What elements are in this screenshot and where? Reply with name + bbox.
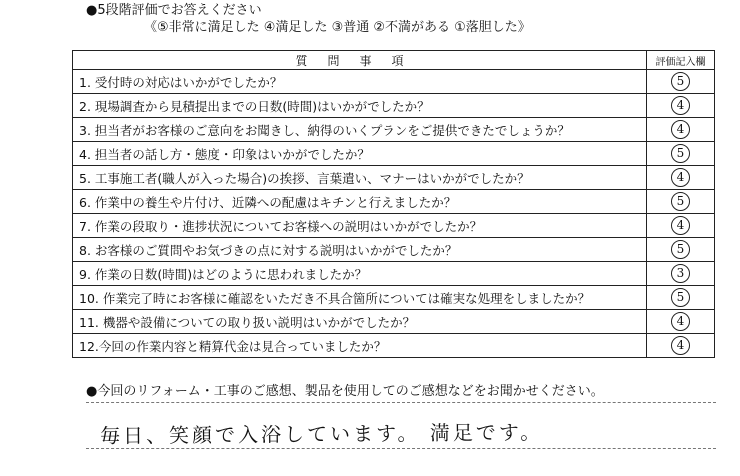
question-text: 4. 担当者の話し方・態度・印象はいかがでしたか？ xyxy=(73,142,647,166)
circled-rating: 4 xyxy=(671,312,690,331)
rating-scale-legend: 《⑤非常に満足した ④満足した ③普通 ②不満がある ①落胆した》 xyxy=(144,20,531,35)
circled-rating: 5 xyxy=(671,288,690,307)
circled-rating: 5 xyxy=(671,240,690,259)
table-row xyxy=(73,238,715,262)
question-text: 10. 作業完了時にお客様に確認をいただき不具合箇所については確実な処理をしましたか？ xyxy=(73,286,647,310)
table-row xyxy=(73,286,715,310)
table-row xyxy=(73,214,715,238)
answer-cell xyxy=(647,262,715,286)
question-text: 2. 現場調査から見積提出までの日数(時間)はいかがでしたか？ xyxy=(73,94,647,118)
handwritten-comment: 毎日、笑顔で入浴しています。 満足です。 xyxy=(99,420,544,448)
answer-cell xyxy=(647,286,715,310)
table-row xyxy=(73,262,715,286)
circled-rating: 5 xyxy=(671,192,690,211)
circled-rating: 4 xyxy=(671,120,690,139)
answer-cell xyxy=(647,94,715,118)
question-text: 8. お客様のご質問やお気づきの点に対する説明はいかがでしたか？ xyxy=(73,238,647,262)
question-column-header: 質問事項 xyxy=(73,51,647,70)
survey-table xyxy=(72,50,715,358)
question-text: 12.今回の作業内容と精算代金は見合っていましたか？ xyxy=(73,334,647,358)
question-text: 6. 作業中の養生や片付け、近隣への配慮はキチンと行えましたか？ xyxy=(73,190,647,214)
answer-cell xyxy=(647,310,715,334)
answer-cell xyxy=(647,214,715,238)
table-row xyxy=(73,142,715,166)
question-text: 9. 作業の日数(時間)はどのように思われましたか？ xyxy=(73,262,647,286)
table-row xyxy=(73,310,715,334)
comment-line-divider xyxy=(86,402,716,403)
instructions-title: ●5段階評価でお答えください xyxy=(86,3,262,18)
answer-cell xyxy=(647,238,715,262)
table-row xyxy=(73,334,715,358)
comments-prompt: ●今回のリフォーム・工事のご感想、製品を使用してのご感想などをお聞かせください。 xyxy=(86,384,604,399)
answer-cell xyxy=(647,70,715,94)
answer-cell xyxy=(647,190,715,214)
table-row xyxy=(73,118,715,142)
table-row xyxy=(73,190,715,214)
circled-rating: 5 xyxy=(671,144,690,163)
question-text: 7. 作業の段取り・進捗状況についてお客様への説明はいかがでしたか？ xyxy=(73,214,647,238)
circled-rating: 4 xyxy=(671,336,690,355)
answer-cell xyxy=(647,334,715,358)
table-row xyxy=(73,94,715,118)
table-row xyxy=(73,70,715,94)
question-text: 11. 機器や設備についての取り扱い説明はいかがでしたか？ xyxy=(73,310,647,334)
answer-cell xyxy=(647,118,715,142)
table-row xyxy=(73,166,715,190)
rating-instructions xyxy=(86,2,531,36)
circled-rating: 4 xyxy=(671,216,690,235)
circled-rating: 5 xyxy=(671,72,690,91)
circled-rating: 4 xyxy=(671,168,690,187)
circled-rating: 3 xyxy=(671,264,690,283)
circled-rating: 4 xyxy=(671,96,690,115)
question-text: 3. 担当者がお客様のご意向をお聞きし、納得のいくプランをご提供できたでしょうか？ xyxy=(73,118,647,142)
answer-cell xyxy=(647,142,715,166)
question-text: 5. 工事施工者(職人が入った場合)の挨拶、言葉遣い、マナーはいかがでしたか？ xyxy=(73,166,647,190)
table-header-row xyxy=(73,51,715,70)
question-text: 1. 受付時の対応はいかがでしたか？ xyxy=(73,70,647,94)
answer-column-header: 評価記入欄 xyxy=(647,51,715,70)
answer-cell xyxy=(647,166,715,190)
